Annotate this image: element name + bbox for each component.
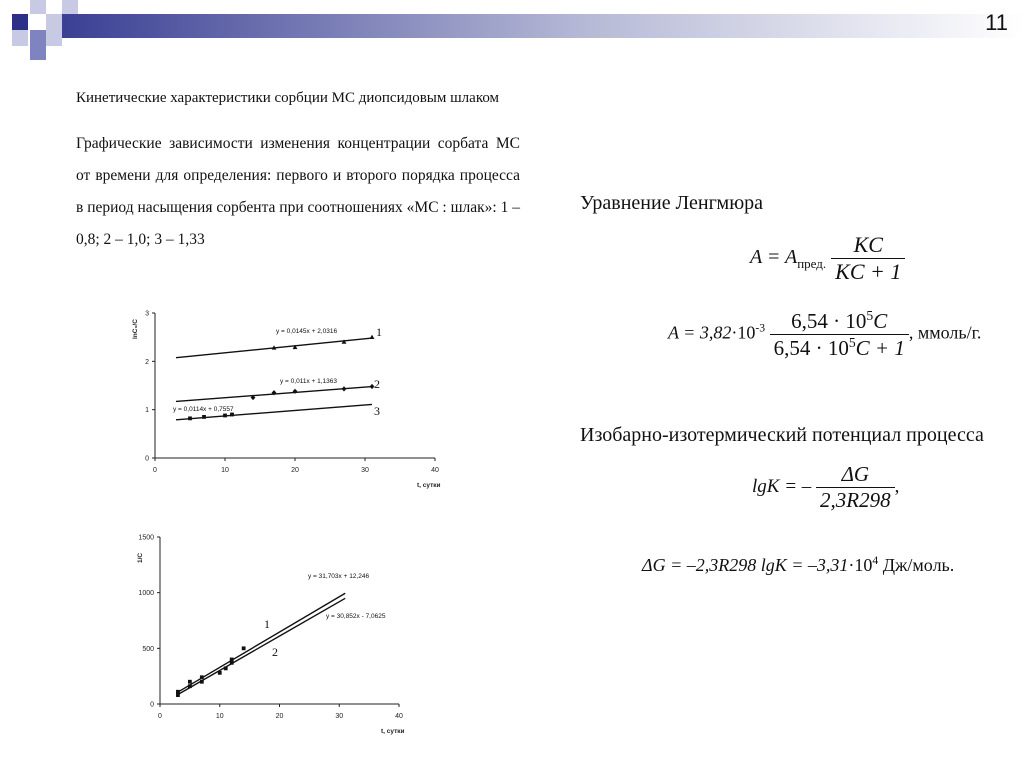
chart1-equation-2: y = 0,011x + 1,1363 [280,378,337,385]
chart1-y-tick-label: 0 [145,455,149,463]
chart1-y-axis-label: lnC₀/C [132,319,139,339]
slide-number: 11 [985,10,1008,35]
chart2-x-axis-label: t, сутки [381,728,405,735]
chart1-point-3 [230,413,234,417]
chart2-point-2 [176,693,180,697]
chart2-point-2 [224,666,228,670]
langmuir-title: Уравнение Ленгмюра [580,192,764,214]
chart1-x-tick-label: 30 [361,467,369,474]
chart1-y-tick-label: 1 [145,407,149,415]
chart1-x-axis-label: t, сутки [417,482,441,489]
chart2-x-tick-label: 40 [395,713,403,720]
chart2-y-tick-label: 1500 [138,534,154,542]
chart1-equation-1: y = 0,0145x + 2,0316 [276,328,338,335]
chart2-point-2 [230,661,234,665]
chart2-y-tick-label: 0 [150,701,154,709]
figure-description: Графические зависимости изменения концентрации сорбата МС от времени для определения: первого и второго порядка процесса в период насыщения сорбента при соотношениях «МС : шлак»: 1 – 0,8; 2 – 1,0; 3 – 1,33 [76,135,520,248]
chart1-x-tick-label: 0 [153,467,157,474]
chart2-x-tick-label: 10 [215,713,224,720]
chart2-equation-1: y = 31,703x + 12,246 [308,573,370,580]
chart1-point-1 [370,335,375,339]
chart2-point-1 [242,646,246,650]
chart2-point-1 [188,680,192,684]
chart2-equation-2: y = 30,852x - 7,0625 [326,613,386,620]
chart1-point-2 [342,386,347,391]
chart2-point-1 [200,675,204,679]
langmuir-numeric-equation: $A = 3,82\cdot 10^{-3}$ $\frac{6,54 \cdot 10^5C}{6,54 \cdot 10^5C + 1}$ , ммоль/г. [668,308,982,360]
gibbs-equation: lgK = – $\frac{\Delta G}{2,3R298}$ , [752,462,900,512]
langmuir-equation: $A = A_{пред.}$ $\frac{KC}{KC + 1}$ [750,232,905,285]
chart1-series-label-3: 3 [374,404,380,418]
gibbs-value-equation: ΔG = –2,3R298 $\lg K = -3,31\cdot 10^4$ Дж/моль. [642,554,955,575]
chart2-y-axis-label: 1/C [137,552,144,563]
chart2-point-2 [188,684,192,688]
chart1-equation-3: y = 0,0114x + 0,7557 [173,406,234,413]
gibbs-title: Изобарно-изотермический потенциал процесса [580,424,984,446]
chart1-series-label-2: 2 [374,377,380,391]
chart2-series-label-2: 2 [272,645,278,659]
chart1-y-tick-label: 2 [145,358,149,366]
chart1-x-tick-label: 10 [221,467,229,474]
chart1-point-3 [223,414,227,418]
chart2-y-tick-label: 1000 [138,590,154,598]
chart1-point-3 [188,416,192,420]
chart1-point-3 [202,415,206,419]
chart2-series-label-1: 1 [264,617,270,631]
chart1-x-tick-label: 20 [291,467,299,474]
chart2-x-tick-label: 30 [335,713,344,720]
chart1-series-label-1: 1 [376,325,382,339]
chart2-point-1 [230,658,234,662]
chart2-point-2 [200,680,204,684]
section-heading: Кинетические характеристики сорбции МС диопсидовым шлаком [76,90,500,106]
chart2-x-tick-label: 0 [158,713,162,720]
chart2-x-tick-label: 20 [275,713,284,720]
chart1-x-tick-label: 40 [431,467,439,474]
chart2-y-tick-label: 500 [142,645,154,653]
chart1-y-tick-label: 3 [145,310,149,318]
